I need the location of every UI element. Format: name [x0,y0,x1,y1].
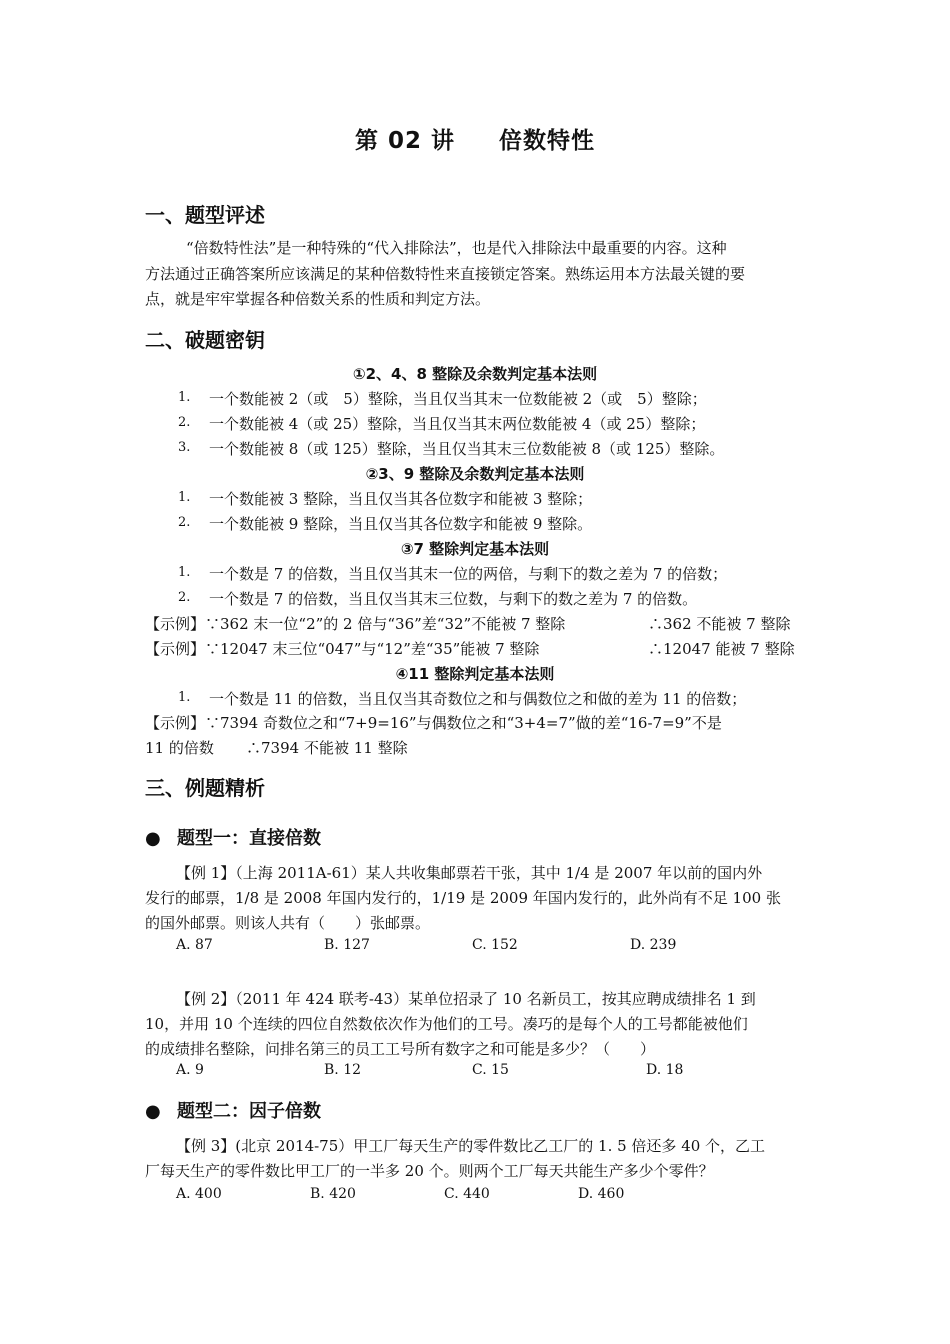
section-heading-overview: 一、题型评述 [145,203,265,227]
example-3-option-b: B. 420 [310,1186,356,1202]
rule-item-number: 1. [178,490,191,505]
section-heading-examples: 三、例题精析 [145,776,265,800]
example-11-line-1: 【示例】∵7394 奇数位之和“7+9=16”与偶数位之和“3+4=7”做的差“16-7=9”不是 [145,714,722,732]
type-heading-direct-multiple [145,824,321,850]
rule-title-11: ④11 整除判定基本法则 [395,665,555,683]
example-3-option-a: A. 400 [176,1186,222,1202]
rule-item-number: 1. [178,390,191,405]
example-11-line-2a: 11 的倍数 [145,739,214,757]
example-2-option-d: D. 18 [646,1062,684,1078]
rule-item-text: 一个数能被 8（或 125）整除，当且仅当其末三位数能被 8（或 125）整除。 [209,440,725,458]
type-heading-label: 题型二：因子倍数 [177,1101,321,1122]
rule-item-number: 2. [178,415,191,430]
type-heading-label: 题型一：直接倍数 [177,828,321,849]
example-7-a-premise: 【示例】∵362 末一位“2”的 2 倍与“36”差“32”不能被 7 整除 [145,615,566,633]
rule-item-number: 3. [178,440,191,455]
rule-item-text: 一个数能被 9 整除，当且仅当其各位数字和能被 9 整除。 [209,515,593,533]
example-1-line-3: 的国外邮票。则该人共有（ ）张邮票。 [145,914,431,932]
example-1-option-d: D. 239 [630,937,677,953]
example-3-line-2: 厂每天生产的零件数比甲工厂的一半多 20 个。则两个工厂每天共能生产多少个零件？ [145,1162,714,1180]
rule-title-3-9: ②3、9 整除及余数判定基本法则 [365,465,585,483]
example-2-line-1: 【例 2】（2011 年 424 联考-43）某单位招录了 10 名新员工，按其应聘成绩排名 1 到 [176,990,756,1008]
example-1-line-2: 发行的邮票，1/8 是 2008 年国内发行的，1/19 是 2009 年国内发行的，此外尚有不足 100 张 [145,889,781,907]
example-11-line-2b: ∴7394 不能被 11 整除 [246,739,408,757]
example-2-option-a: A. 9 [176,1062,204,1078]
intro-line-2: 方法通过正确答案所应该满足的某种倍数特性来直接锁定答案。熟练运用本方法最关键的要 [145,265,746,283]
bullet-icon: ● [145,828,161,849]
example-7-b-conclusion: ∴12047 能被 7 整除 [648,640,795,658]
rule-item-text: 一个数能被 4（或 25）整除，当且仅当其末两位数能被 4（或 25）整除； [209,415,706,433]
rule-item-number: 1. [178,690,191,705]
rule-item-text: 一个数是 7 的倍数，当且仅当其末三位数，与剩下的数之差为 7 的倍数。 [209,590,698,608]
rule-title-7: ③7 整除判定基本法则 [400,540,550,558]
type-heading-factor-multiple [145,1097,321,1123]
example-3-line-1: 【例 3】(北京 2014-75）甲工厂每天生产的零件数比乙工厂的 1. 5 倍还多 40 个，乙工 [176,1137,766,1155]
example-2-line-3: 的成绩排名整除，问排名第三的员工工号所有数字之和可能是多少？（ ） [145,1040,656,1058]
title-lecture-number: 第 02 讲 [354,128,456,154]
bullet-icon: ● [145,1101,161,1122]
example-1-option-b: B. 127 [324,937,370,953]
rule-item-number: 2. [178,515,191,530]
title-topic: 倍数特性 [499,128,596,154]
example-2-line-2: 10，并用 10 个连续的四位自然数依次作为他们的工号。凑巧的是每个人的工号都能被他们 [145,1015,748,1033]
intro-line-3: 点，就是牢牢掌握各种倍数关系的性质和判定方法。 [145,290,491,308]
example-3-option-c: C. 440 [444,1186,490,1202]
example-2-option-b: B. 12 [324,1062,362,1078]
rule-item-text: 一个数能被 2（或 5）整除，当且仅当其末一位数能被 2（或 5）整除； [209,390,707,408]
rule-title-2-4-8: ①2、4、8 整除及余数判定基本法则 [352,365,598,383]
example-7-a-conclusion: ∴362 不能被 7 整除 [648,615,791,633]
example-1-option-a: A. 87 [176,937,213,953]
rule-item-text: 一个数能被 3 整除，当且仅当其各位数字和能被 3 整除； [209,490,593,508]
rule-item-number: 1. [178,565,191,580]
intro-line-1: “倍数特性法”是一种特殊的“代入排除法”，也是代入排除法中最重要的内容。这种 [186,239,727,257]
example-1-line-1: 【例 1】（上海 2011A-61）某人共收集邮票若干张，其中 1/4 是 2007 年以前的国内外 [176,864,763,882]
rule-item-text: 一个数是 11 的倍数，当且仅当其奇数位之和与偶数位之和做的差为 11 的倍数； [209,690,747,708]
rule-item-number: 2. [178,590,191,605]
section-heading-keys: 二、破题密钥 [145,328,265,352]
example-7-b-premise: 【示例】∵12047 末三位“047”与“12”差“35”能被 7 整除 [145,640,540,658]
example-3-option-d: D. 460 [578,1186,625,1202]
rule-item-text: 一个数是 7 的倍数，当且仅当其末一位的两倍，与剩下的数之差为 7 的倍数； [209,565,728,583]
example-2-option-c: C. 15 [472,1062,509,1078]
example-1-option-c: C. 152 [472,937,518,953]
page-title [0,122,950,155]
